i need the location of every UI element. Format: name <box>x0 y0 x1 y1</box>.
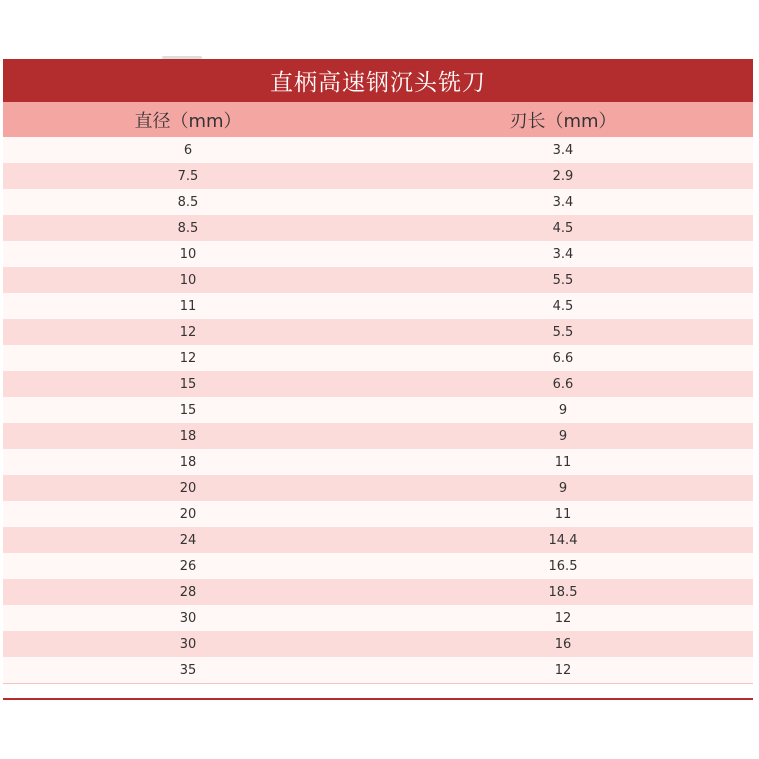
table-row <box>3 605 753 631</box>
header-blade-length: 刃长（mm） <box>509 110 617 132</box>
table-row <box>3 397 753 423</box>
cell-diameter: 30 <box>179 636 197 652</box>
cell-blade-length: 9 <box>558 480 568 496</box>
cell-blade-length: 6.6 <box>552 376 574 392</box>
cell-blade-length: 5.5 <box>552 324 574 340</box>
cell-blade-length: 11 <box>554 506 572 522</box>
table-row <box>3 449 753 475</box>
table-title: 直柄高速钢沉头铣刀 <box>3 59 753 102</box>
header-diameter: 直径（mm） <box>134 110 242 132</box>
table-row <box>3 215 753 241</box>
cell-blade-length: 12 <box>554 662 572 678</box>
table-body <box>3 137 753 683</box>
cell-blade-length: 3.4 <box>552 246 574 262</box>
spec-table <box>3 59 753 700</box>
cell-diameter: 11 <box>179 298 197 314</box>
cell-blade-length: 2.9 <box>552 168 574 184</box>
table-row <box>3 293 753 319</box>
table-row <box>3 579 753 605</box>
table-row <box>3 241 753 267</box>
cell-diameter: 15 <box>179 402 197 418</box>
cell-diameter: 20 <box>179 480 197 496</box>
table-row <box>3 267 753 293</box>
cell-diameter: 35 <box>179 662 197 678</box>
table-row <box>3 423 753 449</box>
table-row <box>3 371 753 397</box>
table-footer-gap <box>3 683 753 698</box>
cell-blade-length: 4.5 <box>552 298 574 314</box>
cell-blade-length: 3.4 <box>552 194 574 210</box>
cell-blade-length: 16 <box>554 636 572 652</box>
table-row <box>3 475 753 501</box>
cell-diameter: 10 <box>179 272 197 288</box>
table-row <box>3 553 753 579</box>
cell-blade-length: 3.4 <box>552 142 574 158</box>
cell-diameter: 15 <box>179 376 197 392</box>
cell-blade-length: 12 <box>554 610 572 626</box>
cell-diameter: 20 <box>179 506 197 522</box>
cell-blade-length: 18.5 <box>548 584 578 600</box>
cell-diameter: 26 <box>179 558 197 574</box>
cell-diameter: 7.5 <box>177 168 199 184</box>
table-row <box>3 527 753 553</box>
cell-blade-length: 5.5 <box>552 272 574 288</box>
cell-diameter: 28 <box>179 584 197 600</box>
cell-diameter: 24 <box>179 532 197 548</box>
table-row <box>3 163 753 189</box>
table-bottom-rule <box>3 698 753 700</box>
table-row <box>3 345 753 371</box>
cell-blade-length: 6.6 <box>552 350 574 366</box>
cell-diameter: 8.5 <box>177 194 199 210</box>
cell-diameter: 10 <box>179 246 197 262</box>
cell-diameter: 30 <box>179 610 197 626</box>
cell-blade-length: 9 <box>558 428 568 444</box>
cell-blade-length: 16.5 <box>548 558 578 574</box>
table-row <box>3 137 753 163</box>
cell-diameter: 12 <box>179 324 197 340</box>
table-row <box>3 319 753 345</box>
cell-diameter: 12 <box>179 350 197 366</box>
cell-blade-length: 9 <box>558 402 568 418</box>
cell-diameter: 6 <box>183 142 193 158</box>
cell-blade-length: 11 <box>554 454 572 470</box>
table-row <box>3 657 753 683</box>
cell-diameter: 18 <box>179 454 197 470</box>
cell-diameter: 18 <box>179 428 197 444</box>
table-header-row <box>3 102 753 137</box>
cell-blade-length: 4.5 <box>552 220 574 236</box>
cell-diameter: 8.5 <box>177 220 199 236</box>
table-row <box>3 189 753 215</box>
table-row <box>3 631 753 657</box>
cell-blade-length: 14.4 <box>548 532 578 548</box>
table-row <box>3 501 753 527</box>
